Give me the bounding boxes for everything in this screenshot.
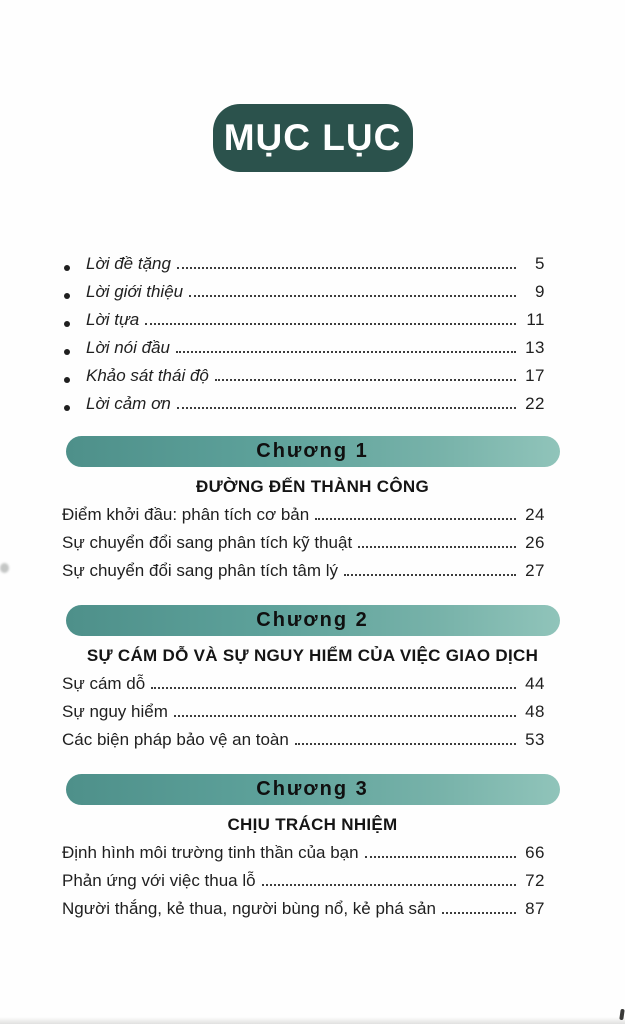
toc-entry-page: 17	[525, 366, 545, 385]
toc-entry	[62, 254, 545, 282]
chapter-section-2	[0, 605, 625, 758]
chapter-subtitle: CHỊU TRÁCH NHIỆM	[227, 815, 398, 834]
dotted-leader	[145, 323, 516, 325]
bullet-icon	[64, 349, 70, 355]
toc-entry-label: Lời đề tặng	[86, 254, 171, 273]
chapter-entries	[0, 843, 625, 927]
toc-entry-label: Sự chuyển đổi sang phân tích kỹ thuật	[62, 533, 353, 552]
chapter-entries	[0, 674, 625, 758]
chapter-subtitle: ĐƯỜNG ĐẾN THÀNH CÔNG	[196, 477, 429, 496]
bullet-icon	[64, 405, 70, 411]
dotted-leader	[176, 351, 516, 353]
dotted-leader	[151, 687, 516, 689]
chapter-label: Chương 1	[256, 440, 369, 462]
toc-entry	[62, 871, 545, 899]
dotted-leader	[262, 884, 516, 886]
toc-entry-label: Lời nói đầu	[86, 338, 171, 357]
chapter-bar	[66, 605, 560, 636]
toc-entry-page: 11	[526, 310, 545, 329]
bullet-icon	[64, 377, 70, 383]
toc-entry-label: Lời cảm ơn	[86, 394, 171, 413]
front-matter-list	[0, 254, 625, 422]
toc-entry	[62, 702, 545, 730]
bullet-icon	[64, 321, 70, 327]
toc-entry	[62, 533, 545, 561]
toc-entry	[62, 674, 545, 702]
toc-title-badge	[213, 104, 413, 172]
toc-entry	[62, 310, 545, 338]
toc-entry	[62, 505, 545, 533]
scan-artifact-speck	[0, 563, 9, 573]
toc-entry-page: 27	[525, 561, 545, 580]
toc-entry	[62, 899, 545, 927]
toc-entry-label: Phản ứng với việc thua lỗ	[62, 871, 256, 890]
toc-entry-page: 87	[525, 899, 545, 918]
chapter-bar	[66, 774, 560, 805]
toc-entry	[62, 338, 545, 366]
toc-entry-label: Sự nguy hiểm	[62, 702, 168, 721]
dotted-leader	[358, 546, 516, 548]
chapter-subtitle: SỰ CÁM DỖ VÀ SỰ NGUY HIỂM CỦA VIỆC GIAO DỊCH	[86, 646, 539, 665]
dotted-leader	[365, 856, 516, 858]
toc-entry	[62, 282, 545, 310]
toc-entry-label: Sự cám dỗ	[62, 674, 146, 693]
dotted-leader	[189, 295, 516, 297]
toc-entry-label: Các biện pháp bảo vệ an toàn	[62, 730, 289, 749]
dotted-leader	[177, 407, 516, 409]
chapter-section-3	[0, 774, 625, 927]
toc-entry	[62, 394, 545, 422]
chapter-label: Chương 3	[256, 778, 369, 800]
toc-entry-label: Lời tựa	[86, 310, 140, 329]
toc-entry-page: 48	[525, 702, 545, 721]
chapter-bar	[66, 436, 560, 467]
toc-entry-label: Khảo sát thái độ	[86, 366, 209, 385]
toc-entry-label: Lời giới thiệu	[86, 282, 184, 301]
page-bottom-edge	[0, 1017, 625, 1024]
toc-entry-label: Định hình môi trường tinh thần của bạn	[62, 843, 359, 862]
dotted-leader	[174, 715, 516, 717]
toc-entry	[62, 843, 545, 871]
bullet-icon	[64, 293, 70, 299]
toc-entry	[62, 366, 545, 394]
bullet-icon	[64, 265, 70, 271]
toc-entry-label: Người thắng, kẻ thua, người bùng nổ, kẻ phá sản	[62, 899, 436, 918]
toc-entry	[62, 730, 545, 758]
toc-entry-page: 22	[525, 394, 545, 413]
dotted-leader	[215, 379, 516, 381]
dotted-leader	[177, 267, 516, 269]
toc-entry-page: 24	[525, 505, 545, 524]
dotted-leader	[442, 912, 516, 914]
toc-entry-page: 53	[525, 730, 545, 749]
toc-entry-page: 5	[535, 254, 545, 273]
toc-entry-page: 9	[535, 282, 545, 301]
toc-entry-label: Điểm khởi đầu: phân tích cơ bản	[62, 505, 310, 524]
chapter-section-1	[0, 436, 625, 589]
dotted-leader	[295, 743, 516, 745]
toc-entry-page: 13	[525, 338, 545, 357]
chapter-entries	[0, 505, 625, 589]
chapter-label: Chương 2	[256, 609, 369, 631]
toc-title: MỤC LỤC	[223, 117, 402, 158]
toc-entry-page: 72	[525, 871, 545, 890]
dotted-leader	[344, 574, 516, 576]
toc-entry	[62, 561, 545, 589]
dotted-leader	[315, 518, 516, 520]
toc-entry-page: 66	[525, 843, 545, 862]
toc-entry-page: 26	[525, 533, 545, 552]
toc-entry-label: Sự chuyển đổi sang phân tích tâm lý	[62, 561, 338, 580]
toc-entry-page: 44	[525, 674, 545, 693]
